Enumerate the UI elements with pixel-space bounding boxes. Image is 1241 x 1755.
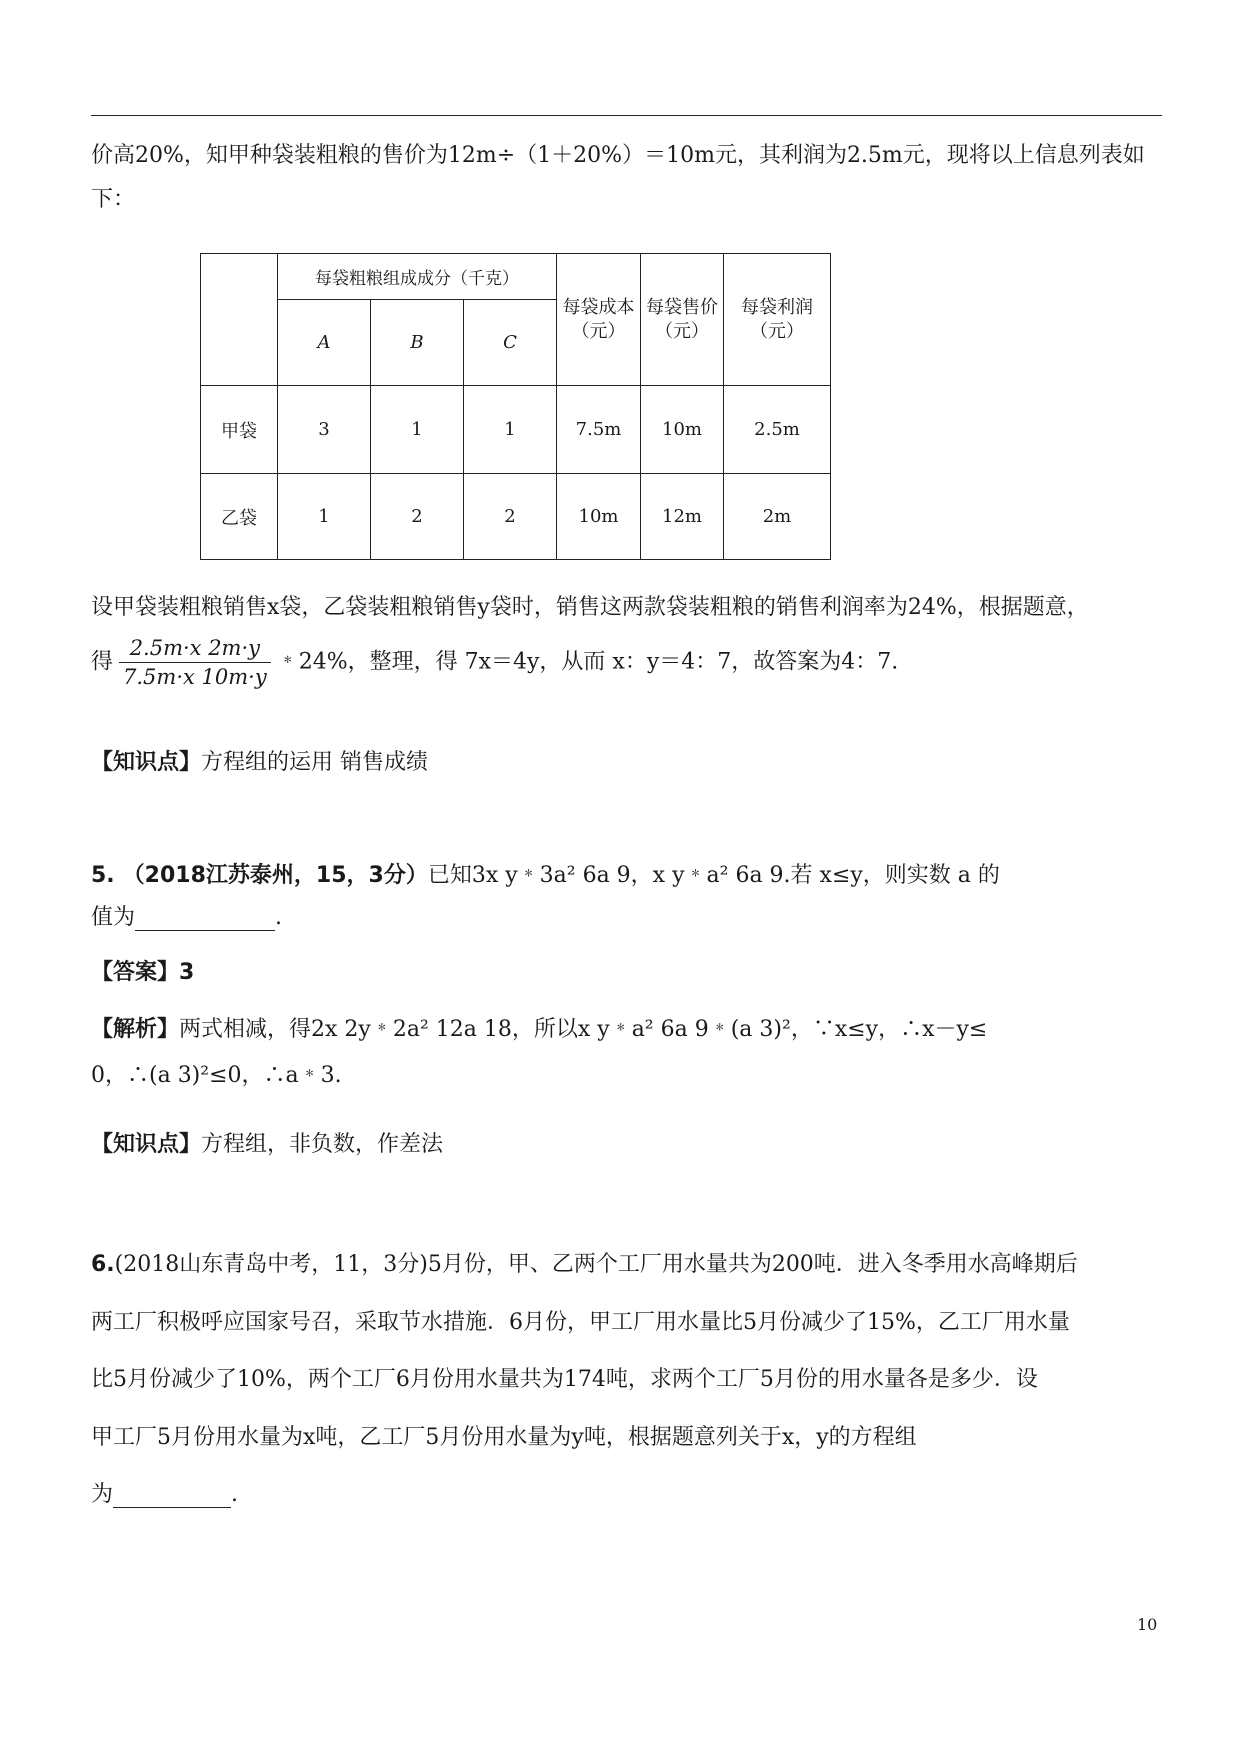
cell-price: 10m [641,386,724,474]
table-row [201,386,831,474]
knowledge-text: 方程组，非负数，作差法 [201,1132,444,1157]
cell-profit: 2.5m [724,386,831,474]
answer-value: 3 [179,960,195,985]
analysis-5-line-1 [91,1012,987,1043]
question-text: . [231,1482,239,1507]
question-6-line-2: 两工厂积极呼应国家号召，采取节水措施．6月份，甲工厂用水量比5月份减少了15%，乙工厂用水量 [91,1310,1070,1335]
analysis-text: 两式相减，得2x 2y﹡2a² 12a 18，所以x y﹡a² 6a 9﹡(a 3)²，∵x≤y，∴x－y≤ [179,1017,988,1042]
cell-profit: 2m [724,474,831,560]
table-header-price: 每袋售价（元） [641,254,724,386]
cell-b: 1 [371,386,464,474]
intro-line-2: 下： [91,187,136,212]
answer-tag: 【答案】 [91,960,180,985]
info-table [200,253,831,560]
question-6-line-3: 比5月份减少了10%，两个工厂6月份用水量共为174吨，求两个工厂5月份的用水量各是多少．设 [91,1367,1038,1392]
question-6-line-4: 甲工厂5月份用水量为x吨，乙工厂5月份用水量为y吨，根据题意列关于x，y的方程组 [91,1425,917,1450]
knowledge-tag: 【知识点】 [91,750,202,775]
knowledge-point-1 [91,745,428,776]
header-rule [91,115,1162,116]
question-text: . [275,905,283,930]
fraction-numerator: 2.5m·x 2m·y [119,636,271,663]
table-header-c: C [464,300,557,386]
page-number: 10 [1137,1615,1158,1634]
question-text: (2018山东青岛中考，11，3分)5月份，甲、乙两个工厂用水量共为200吨．进入冬季用水高峰期后 [114,1252,1078,1277]
table-row [201,474,831,560]
cell-c: 2 [464,474,557,560]
row-label: 乙袋 [201,474,278,560]
solution-prefix: 得 [91,649,114,675]
cell-a: 3 [278,386,371,474]
question-number: 6. [91,1252,115,1277]
cell-b: 2 [371,474,464,560]
answer-blank [135,910,275,931]
question-source: （2018江苏泰州，15，3分） [122,863,428,888]
cell-a: 1 [278,474,371,560]
profit-fraction [119,636,271,689]
table-header-group: 每袋粗粮组成成分（千克） [278,254,557,300]
question-number: 5. [91,863,115,888]
table-corner-cell [201,254,278,386]
solution-after: ﹡24%，整理，得 7x＝4y，从而 x：y＝4：7，故答案为4：7. [276,649,899,675]
row-label: 甲袋 [201,386,278,474]
table-header-a: A [278,300,371,386]
question-5-line-2 [91,900,282,931]
analysis-5-line-2: 0，∴(a 3)²≤0，∴a﹡3. [91,1063,342,1088]
table-header-b: B [371,300,464,386]
cell-c: 1 [464,386,557,474]
solution-line-1: 设甲袋装粗粮销售x袋，乙袋装粗粮销售y袋时，销售这两款袋装粗粮的销售利润率为24%，根据题意， [91,595,1089,620]
answer-blank [113,1487,231,1508]
question-5-line-1 [91,858,1000,889]
question-6-line-5 [91,1477,238,1508]
question-6-line-1 [91,1247,1078,1278]
cell-cost: 10m [557,474,641,560]
question-text: 值为 [91,905,136,930]
answer-5 [91,955,194,986]
cell-price: 12m [641,474,724,560]
question-text: 为 [91,1482,114,1507]
knowledge-text: 方程组的运用 销售成绩 [201,750,429,775]
analysis-tag: 【解析】 [91,1017,180,1042]
cell-cost: 7.5m [557,386,641,474]
table-header-cost: 每袋成本（元） [557,254,641,386]
knowledge-point-2 [91,1127,443,1158]
question-text: 已知3x y﹡3a² 6a 9，x y﹡a² 6a 9.若 x≤y，则实数 a 的 [427,863,1000,888]
solution-equation [91,636,898,689]
table-header-profit: 每袋利润（元） [724,254,831,386]
intro-line-1: 价高20%，知甲种袋装粗粮的售价为12m÷（1＋20%）＝10m元，其利润为2.5m元，现将以上信息列表如 [91,143,1145,168]
fraction-denominator: 7.5m·x 10m·y [123,665,267,689]
knowledge-tag: 【知识点】 [91,1132,202,1157]
